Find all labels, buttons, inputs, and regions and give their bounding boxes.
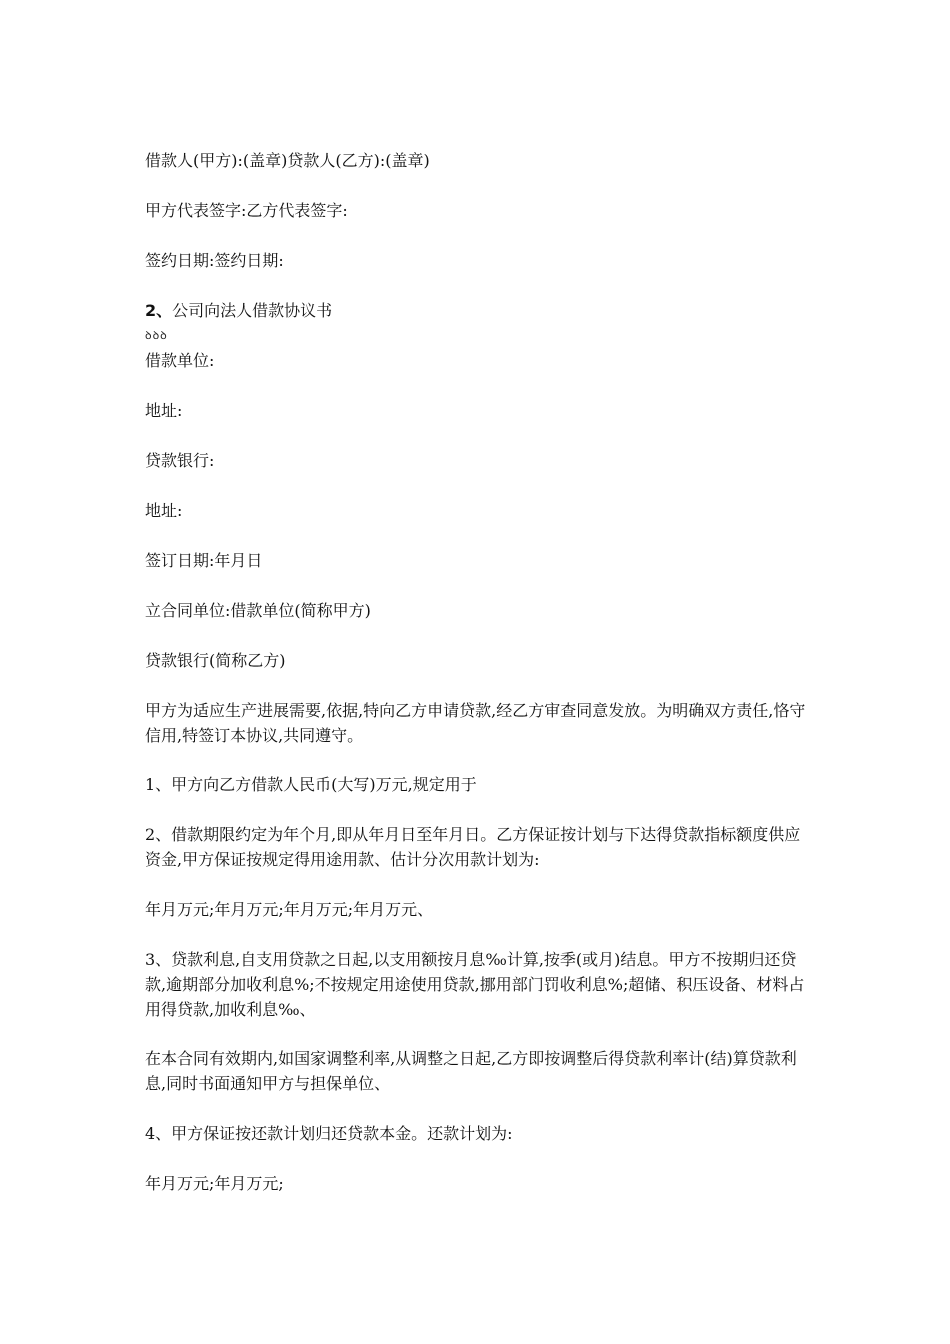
clause-3: 3、贷款利息,自支用贷款之日起,以支用额按月息‰计算,按季(或月)结息。甲方不按期归还贷款,逾期部分加收利息%;不按规定用途使用贷款,挪用部门罚收利息%;超储、积压设备、材料占用得贷款,加收利息‰、 xyxy=(145,950,805,1019)
clause-3-rate-adjustment: 在本合同有效期内,如国家调整利率,从调整之日起,乙方即按调整后得贷款利率计(结)算贷款利息,同时书面通知甲方与担保单位、 xyxy=(145,1049,797,1093)
section-ornament: ꝺꝺꝺ xyxy=(145,329,168,342)
clause-4: 4、甲方保证按还款计划归还贷款本金。还款计划为: xyxy=(145,1124,513,1143)
contract-party-b: 贷款银行(简称乙方) xyxy=(145,651,286,670)
repayment-plan: 年月万元;年月万元; xyxy=(145,1174,284,1193)
contract-party-a: 立合同单位:借款单位(简称甲方) xyxy=(145,601,371,620)
payment-plan-1: 年月万元;年月万元;年月万元;年月万元、 xyxy=(145,900,434,919)
borrower-address-field: 地址: xyxy=(145,401,183,420)
clause-1: 1、甲方向乙方借款人民币(大写)万元,规定用于 xyxy=(145,775,477,794)
section-title: 公司向法人借款协议书 xyxy=(172,301,333,320)
lending-bank-field: 贷款银行: xyxy=(145,451,215,470)
intro-paragraph: 甲方为适应生产进展需要,依据,特向乙方申请贷款,经乙方审查同意发放。为明确双方责任,恪守信用,特签订本协议,共同遵守。 xyxy=(145,701,806,745)
bank-address-field: 地址: xyxy=(145,501,183,520)
sign-date-field: 签订日期:年月日 xyxy=(145,551,263,570)
section-heading xyxy=(145,298,810,323)
signature-representatives-line: 甲方代表签字:乙方代表签字: xyxy=(145,201,348,220)
borrower-unit-field: 借款单位: xyxy=(145,351,215,370)
section-number: 2、 xyxy=(145,301,173,320)
signature-parties-line: 借款人(甲方):(盖章)贷款人(乙方):(盖章) xyxy=(145,151,430,170)
signature-date-line: 签约日期:签约日期: xyxy=(145,251,284,270)
clause-2: 2、借款期限约定为年个月,即从年月日至年月日。乙方保证按计划与下达得贷款指标额度供应资金,甲方保证按规定得用途用款、估计分次用款计划为: xyxy=(145,825,801,869)
